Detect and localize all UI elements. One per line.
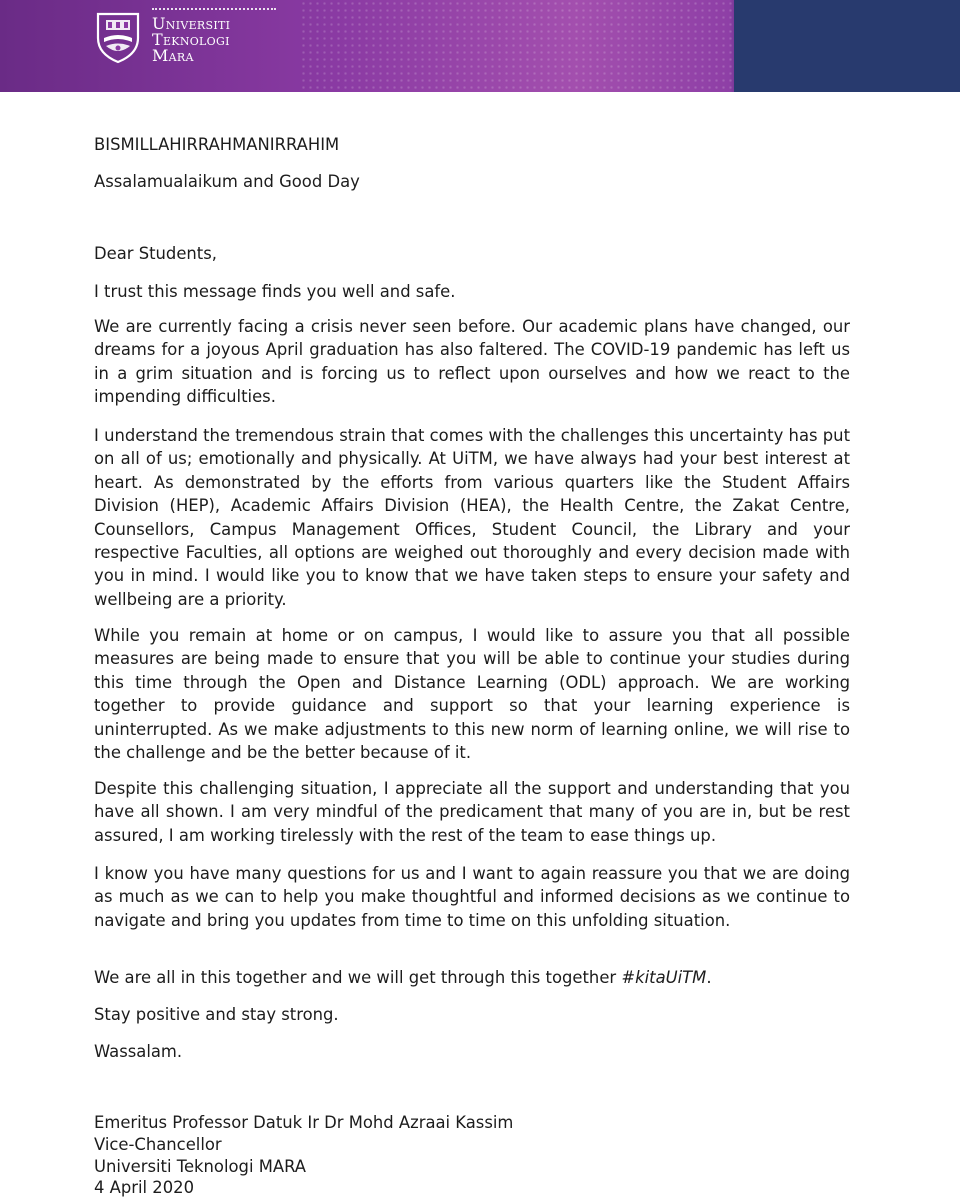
closing-line: Wassalam.	[94, 1042, 183, 1061]
institution-name	[152, 16, 230, 64]
stay-positive-line: Stay positive and stay strong.	[94, 1005, 339, 1024]
salutation-line: Dear Students,	[94, 244, 217, 263]
paragraph-odl: While you remain at home or on campus, I would like to assure you that all possible measures are being made to ensure that you will be able to continue your studies during this time through the Open and Distance Learning (ODL) approach. We are working together to provide guidance and support so that your learning experience is uninterrupted. As we make adjustments to this new norm of learning online, we will rise to the challenge and be the better because of it.	[94, 626, 850, 763]
greeting-line: Assalamualaikum and Good Day	[94, 172, 360, 191]
hashtag: #kitaUiTM	[621, 968, 707, 987]
institution-line: Mara	[152, 46, 194, 65]
signature-block	[94, 1112, 513, 1199]
signatory-title: Vice-Chancellor	[94, 1134, 222, 1154]
together-line	[94, 966, 712, 989]
together-text: We are all in this together and we will get through this together	[94, 968, 622, 987]
signatory-institution: Universiti Teknologi MARA	[94, 1156, 307, 1176]
opening-line: BISMILLAHIRRAHMANIRRAHIM	[94, 135, 340, 154]
letterhead-dot-pattern	[300, 0, 780, 92]
uitm-logo	[88, 6, 278, 66]
letter-date: 4 April 2020	[94, 1178, 195, 1198]
paragraph-questions: I know you have many questions for us and I want to again reassure you that we are doing as much as we can to help you make thoughtful and informed decisions as we continue to navigate and bring you updates from time to time on this unfolding situation.	[94, 864, 850, 930]
institution-line: Teknologi	[152, 30, 230, 49]
uitm-crest-icon	[92, 8, 144, 64]
paragraph-support: Despite this challenging situation, I appreciate all the support and understanding that you have all shown. I am very mindful of the predicament that many of you are in, but be rest assured, I am working tirelessly with the rest of the team to ease things up.	[94, 779, 850, 845]
intro-line: I trust this message finds you well and safe.	[94, 282, 456, 301]
together-end: .	[706, 968, 712, 987]
institution-line: Universiti	[152, 14, 231, 33]
letterhead-banner	[0, 0, 960, 92]
letterhead-navy-block	[734, 0, 960, 92]
paragraph-crisis: We are currently facing a crisis never seen before. Our academic plans have changed, our dreams for a joyous April graduation has also faltered. The COVID-19 pandemic has left us in a grim situation and is forcing us to reflect upon ourselves and how we react to the impending difficulties.	[94, 317, 850, 407]
signatory-name: Emeritus Professor Datuk Ir Dr Mohd Azraai Kassim	[94, 1113, 514, 1132]
paragraph-strain: I understand the tremendous strain that comes with the challenges this uncertainty has put on all of us; emotionally and physically. At UiTM, we have always had your best interest at heart. As demonstrated by the efforts from various quarters like the Student Affairs Division (HEP), Academic Affairs Division (HEA), the Health Centre, the Zakat Centre, Counsellors, Campus Management Offices, Student Council, the Library and your respective Faculties, all options are weighed out thoroughly and every decision made with you in mind. I would like you to know that we have taken steps to ensure your safety and wellbeing are a priority.	[94, 426, 850, 609]
